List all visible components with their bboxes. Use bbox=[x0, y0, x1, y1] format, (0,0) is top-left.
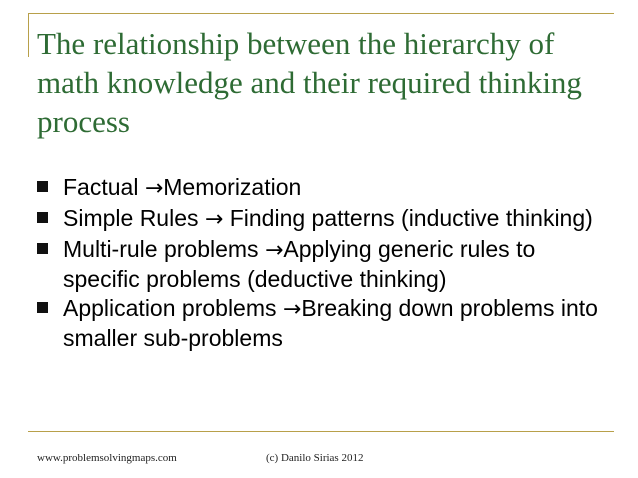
square-bullet-icon bbox=[37, 243, 48, 254]
bullet-text-after: Applying generic rules to specific problems (deductive thinking) bbox=[63, 236, 536, 292]
bullet-text-after: Memorization bbox=[163, 174, 302, 200]
bullet-item bbox=[37, 235, 612, 293]
right-arrow-icon: → bbox=[144, 176, 164, 201]
slide-title: The relationship between the hierarchy of math knowledge and their required thinking process bbox=[37, 26, 582, 139]
left-accent-line bbox=[28, 13, 29, 57]
bullet-text-after: Finding patterns (inductive thinking) bbox=[223, 205, 593, 231]
bullet-item bbox=[37, 204, 612, 234]
bullet-text-before: Factual bbox=[63, 174, 145, 200]
right-arrow-icon: → bbox=[264, 238, 284, 263]
bullet-text-before: Simple Rules bbox=[63, 205, 205, 231]
bullet-text-before: Application problems bbox=[63, 295, 283, 321]
bullet-item bbox=[37, 173, 612, 203]
bullet-item bbox=[37, 294, 612, 352]
footer-website: www.problemsolvingmaps.com bbox=[37, 452, 177, 464]
bullet-list bbox=[37, 173, 612, 353]
footer-copyright: (c) Danilo Sirias 2012 bbox=[266, 452, 364, 464]
square-bullet-icon bbox=[37, 212, 48, 223]
top-divider bbox=[28, 13, 614, 14]
square-bullet-icon bbox=[37, 181, 48, 192]
right-arrow-icon: → bbox=[204, 207, 224, 232]
bottom-divider bbox=[28, 431, 614, 432]
bullet-text-before: Multi-rule problems bbox=[63, 236, 265, 262]
bullet-text-after: Breaking down problems into smaller sub-problems bbox=[63, 295, 598, 351]
right-arrow-icon: → bbox=[282, 297, 302, 322]
square-bullet-icon bbox=[37, 302, 48, 313]
